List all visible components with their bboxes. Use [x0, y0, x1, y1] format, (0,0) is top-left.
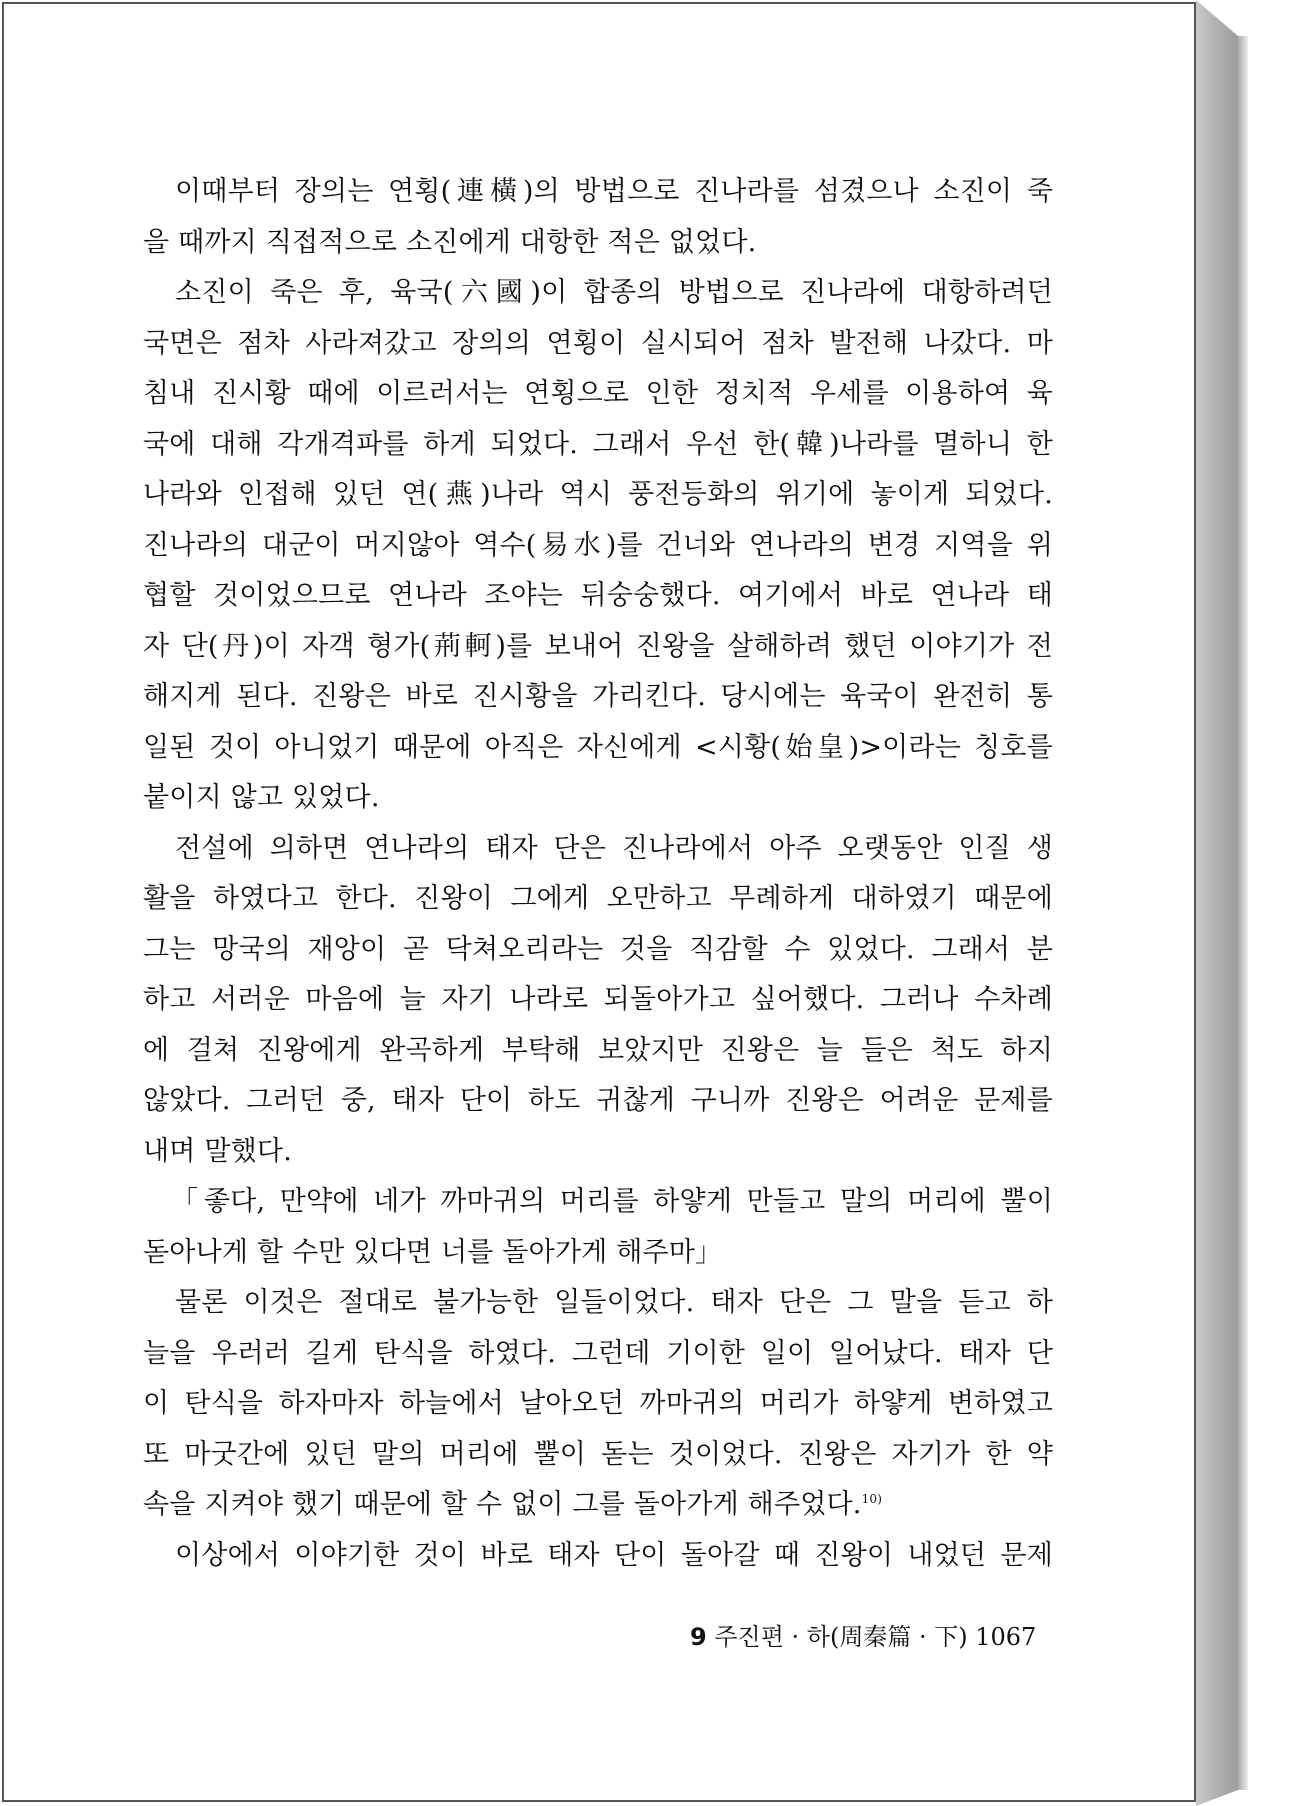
footnote-marker[interactable]: 10) [861, 1492, 883, 1506]
page-footer [690, 1617, 1037, 1652]
text-line: 협할 것이었으므로 연나라 조야는 뒤숭숭했다. 여기에서 바로 연나라 태 [143, 580, 1053, 611]
text-line: 나라와 인접해 있던 연(燕)나라 역시 풍전등화의 위기에 놓이게 되었다. [143, 479, 1053, 510]
text-line: 전설에 의하면 연나라의 태자 단은 진나라에서 아주 오랫동안 인질 생 [175, 832, 1053, 864]
text-line: 돋아나게 할 수만 있다면 너를 돌아가게 해주마」 [143, 1236, 723, 1268]
text-line: 소진이 죽은 후, 육국(六國)이 합종의 방법으로 진나라에 대항하려던 [175, 277, 1053, 308]
text-line [143, 1484, 1053, 1526]
text-line: 침내 진시황 때에 이르러서는 연횡으로 인한 정치적 우세를 이용하여 육 [143, 378, 1053, 409]
line-text: 속을 지켜야 했기 때문에 할 수 없이 그를 돌아가게 해주었다. [143, 1489, 862, 1520]
text-line: 해지게 된다. 진왕은 바로 진시황을 가리킨다. 당시에는 육국이 완전히 통 [143, 681, 1053, 712]
chapter-title: 주진편 · 하(周秦篇 · 下) [714, 1623, 968, 1651]
chapter-number: 9 [690, 1623, 707, 1651]
text-line: 을 때까지 직접적으로 소진에게 대항한 적은 없었다. [143, 226, 757, 258]
text-line: 일된 것이 아니었기 때문에 아직은 자신에게 <시황(始皇)>이라는 칭호를 [143, 731, 1053, 763]
text-line: 이상에서 이야기한 것이 바로 태자 단이 돌아갈 때 진왕이 내었던 문제 [175, 1539, 1053, 1571]
text-line: 내며 말했다. [143, 1135, 292, 1167]
paragraph [143, 1535, 1053, 1577]
text-line: 활을 하였다고 한다. 진왕이 그에게 오만하고 무례하게 대하였기 때문에 [143, 883, 1053, 914]
page-number: 1067 [975, 1623, 1037, 1651]
quote-paragraph [143, 1181, 1053, 1274]
text-line: 국면은 점차 사라져갔고 장의의 연횡이 실시되어 점차 발전해 나갔다. 마 [143, 327, 1053, 359]
paragraph [143, 1282, 1053, 1526]
text-line: 「좋다, 만약에 네가 까마귀의 머리를 하얗게 만들고 말의 머리에 뿔이 [171, 1186, 1053, 1217]
text-line: 에 걸쳐 진왕에게 완곡하게 부탁해 보았지만 진왕은 늘 들은 척도 하지 [143, 1034, 1053, 1066]
paragraph [143, 828, 1053, 1173]
text-line: 늘을 우러러 길게 탄식을 하였다. 그런데 기이한 일이 일어났다. 태자 단 [143, 1337, 1053, 1369]
page-edge-shadow [1196, 0, 1238, 1806]
paragraph [143, 171, 1053, 264]
text-line: 이때부터 장의는 연횡(連橫)의 방법으로 진나라를 섬겼으나 소진이 죽 [175, 176, 1053, 207]
text-line: 그는 망국의 재앙이 곧 닥쳐오리라는 것을 직감할 수 있었다. 그래서 분 [143, 933, 1053, 965]
text-line: 이 탄식을 하자마자 하늘에서 날아오던 까마귀의 머리가 하얗게 변하였고 [143, 1388, 1053, 1419]
text-line: 국에 대해 각개격파를 하게 되었다. 그래서 우선 한(韓)나라를 멸하니 한 [143, 428, 1053, 460]
page-edge-gradient [1238, 36, 1248, 1790]
text-line: 물론 이것은 절대로 불가능한 일들이었다. 태자 단은 그 말을 듣고 하 [175, 1287, 1053, 1318]
text-line: 붙이지 않고 있었다. [143, 782, 380, 813]
paragraph [143, 272, 1053, 819]
text-line: 자 단(丹)이 자객 형가(荊軻)를 보내어 진왕을 살해하려 했던 이야기가 전 [143, 630, 1053, 662]
text-line: 또 마굿간에 있던 말의 머리에 뿔이 돋는 것이었다. 진왕은 자기가 한 약 [143, 1438, 1053, 1470]
text-line: 하고 서러운 마음에 늘 자기 나라로 되돌아가고 싶어했다. 그러나 수차례 [143, 984, 1053, 1015]
text-line: 않았다. 그러던 중, 태자 단이 하도 귀찮게 구니까 진왕은 어려운 문제를 [143, 1085, 1053, 1116]
body-text [143, 171, 1053, 1585]
text-line: 진나라의 대군이 머지않아 역수(易水)를 건너와 연나라의 변경 지역을 위 [143, 529, 1053, 561]
